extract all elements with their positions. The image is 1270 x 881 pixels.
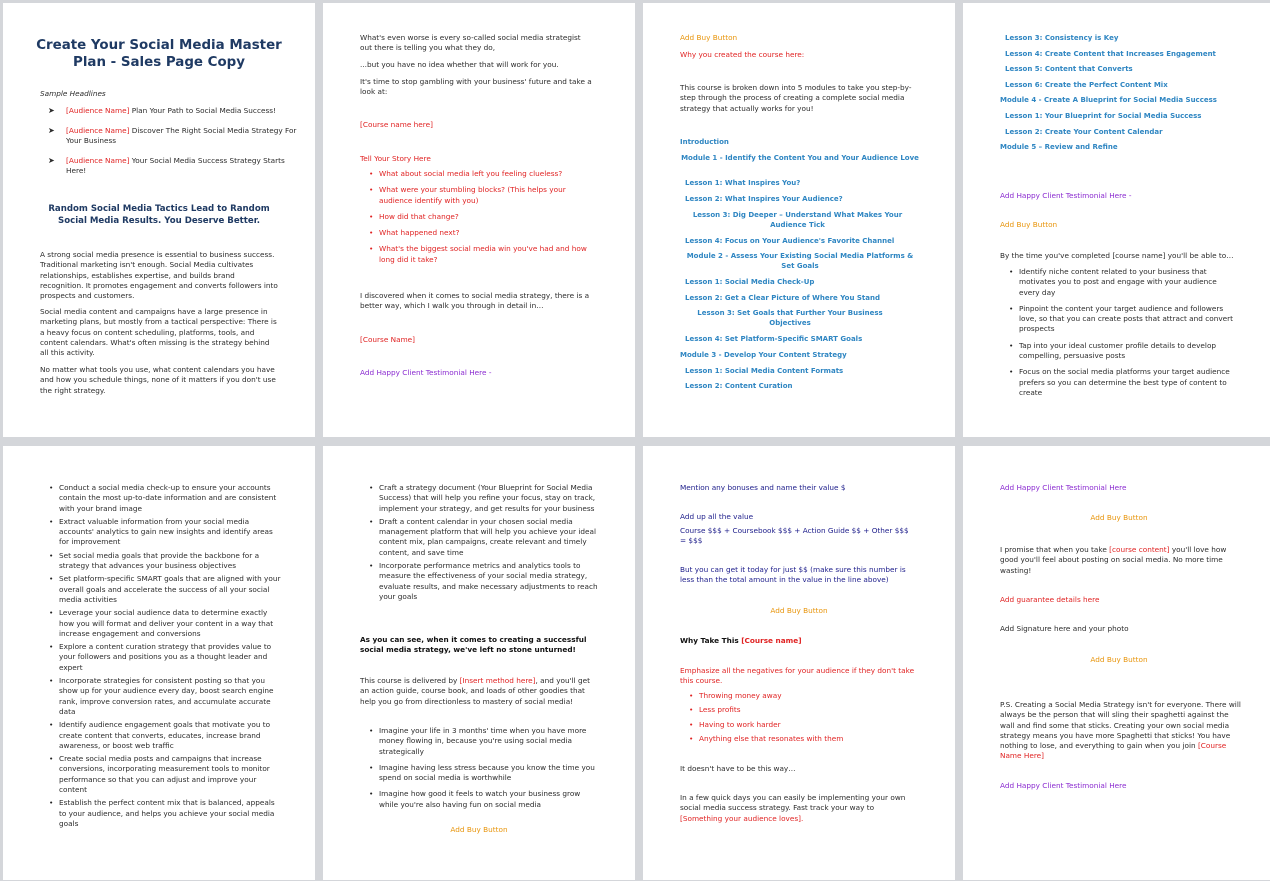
document-page-7 <box>643 446 955 880</box>
module-heading: Module 1 - Identify the Content You and Your Audience Love <box>681 154 919 162</box>
list-item: • Establish the perfect content mix that is balanced, appeals to your audience, and helps you achieve your social media goals <box>47 798 283 829</box>
list-item: • Draft a content calendar in your chosen social media management platform that will help you achieve your ideal content mix, plan campaigns, create relevant and timely content, and save time <box>367 517 601 558</box>
body-paragraph: ...but you have no idea whether that will work for you. <box>360 60 559 69</box>
sample-headlines-label: Sample Headlines <box>40 89 106 98</box>
buy-button-placeholder: Add Buy Button <box>770 606 828 615</box>
outcomes-list <box>367 483 601 602</box>
list-item: • Throwing money away <box>687 691 917 701</box>
course-name-placeholder: [Course Name] <box>360 335 416 344</box>
story-list <box>367 169 597 265</box>
testimonial-placeholder: Add Happy Client Testimonial Here <box>1000 781 1127 790</box>
buy-button-placeholder: Add Buy Button <box>680 33 738 42</box>
course-name-placeholder: [Course Name Here] <box>1000 741 1227 761</box>
list-item: • What about social media left you feeling clueless? <box>367 169 597 179</box>
buy-button-placeholder: Add Buy Button <box>1090 513 1148 522</box>
list-item: • Identify audience engagement goals that motivate you to create content that converts, educates, increase brand awareness, or boost web traffic <box>47 720 283 751</box>
value-sum: Course $$$ + Coursebook $$$ + Action Guide $$ + Other $$$ = $$$ <box>680 526 909 546</box>
list-item: • Pinpoint the content your target audience and followers love, so that you can create posts that attract and convert prospects <box>1007 304 1237 335</box>
lesson-item: Lesson 4: Create Content that Increases Engagement <box>1005 50 1216 58</box>
list-item: • How did that change? <box>367 212 597 222</box>
body-paragraph: This course is broken down into 5 modules to take you step-by-step through the process of creating a complete social media strategy that actually works for you! <box>680 83 912 113</box>
buy-button-placeholder: Add Buy Button <box>1090 655 1148 664</box>
body-paragraph: By the time you've completed [course name] you'll be able to… <box>1000 251 1234 260</box>
why-take-heading: Why Take This [Course name] <box>680 636 802 645</box>
body-paragraph: In a few quick days you can easily be implementing your own social media success strategy. Fast track your way to <box>680 793 906 813</box>
document-page-1 <box>3 3 315 437</box>
no-stone-unturned: As you can see, when it comes to creating a successful social media strategy, we've left no stone unturned! <box>360 635 587 655</box>
outcomes-list <box>1007 267 1237 398</box>
arrow-bullet-icon: ➤ <box>48 156 55 165</box>
list-item: • Create social media posts and campaigns that increase conversions, incorporating measurement tools to monitor performance so that you can adjust and improve your content <box>47 754 283 795</box>
body-paragraph: I promise that when you take [course content] you'll love how good you'll feel about posting on social media. No more time wasting! <box>1000 545 1227 575</box>
arrow-bullet-icon: ➤ <box>48 106 55 115</box>
document-page-4 <box>963 3 1270 437</box>
buy-button-placeholder: Add Buy Button <box>450 825 508 834</box>
negatives-note: Emphasize all the negatives for your audience if they don't take this course. <box>680 666 915 686</box>
course-content-placeholder: [course content] <box>1109 545 1170 554</box>
why-created-placeholder: Why you created the course here: <box>680 50 805 59</box>
lesson-item: Lesson 4: Focus on Your Audience's Favorite Channel <box>685 237 895 245</box>
list-item: • Imagine your life in 3 months' time when you have more money flowing in, because you're using social media strategically <box>367 726 599 757</box>
bonuses-note: Mention any bonuses and name their value $ <box>680 483 846 492</box>
lesson-item: Lesson 3: Dig Deeper – Understand What Makes Your Audience Tick <box>692 211 903 230</box>
negatives-list <box>687 691 917 744</box>
list-item: • Craft a strategy document (Your Blueprint for Social Media Success) that will help you refine your focus, stay on track, implement your strategy, and get results for your business <box>367 483 601 514</box>
imagine-list <box>367 726 599 810</box>
list-item: • Tap into your ideal customer profile details to develop compelling, persuasive posts <box>1007 341 1237 362</box>
signature-placeholder: Add Signature here and your photo <box>1000 624 1129 633</box>
lesson-item: Lesson 2: Content Curation <box>685 382 793 390</box>
lesson-item: Lesson 3: Set Goals that Further Your Business Objectives <box>697 309 883 328</box>
list-item: • Explore a content curation strategy that provides value to your followers and positions you as a thought leader and expert <box>47 642 283 673</box>
body-paragraph: Social media content and campaigns have a large presence in marketing plans, but mostly from a tactical perspective: There is a heavy focus on content scheduling, platforms, tools, and content calendars. What's often missing is the strategy behind all this activity. <box>40 307 277 358</box>
list-item: • Leverage your social audience data to determine exactly how you will format and deliver your content in a way that increase engagement and conversions <box>47 608 283 639</box>
module-heading: Introduction <box>680 138 729 146</box>
list-item: • Having to work harder <box>687 720 917 730</box>
testimonial-placeholder: Add Happy Client Testimonial Here - <box>360 368 492 377</box>
lesson-item: Lesson 2: Create Your Content Calendar <box>1005 128 1163 136</box>
lesson-item: Lesson 1: What Inspires You? <box>685 179 801 187</box>
lesson-item: Lesson 2: What Inspires Your Audience? <box>685 195 843 203</box>
module-heading: Module 3 - Develop Your Content Strategy <box>680 351 847 359</box>
document-page-5 <box>3 446 315 880</box>
ps-paragraph: P.S. Creating a Social Media Strategy isn't for everyone. There will always be the person that will sling their spaghetti against the wall and find some that sticks. Creating your own social media strategy means you have more Spaghetti that sticks! You have nothing to lose, and everything to gain when you join [Course Name Here] <box>1000 700 1241 761</box>
body-paragraph: I discovered when it comes to social media strategy, there is a better way, which I walk you through in detail in… <box>360 291 590 311</box>
list-item: • What happened next? <box>367 228 597 238</box>
buy-button-placeholder: Add Buy Button <box>1000 220 1058 229</box>
list-item: • Imagine having less stress because you know the time you spend on social media is worthwhile <box>367 763 599 784</box>
testimonial-placeholder: Add Happy Client Testimonial Here - <box>1000 191 1132 200</box>
lesson-item: Lesson 1: Your Blueprint for Social Media Success <box>1005 112 1202 120</box>
course-name-placeholder: [Course name here] <box>360 120 433 129</box>
page-title: Create Your Social Media Master Plan - Sales Page Copy <box>36 38 282 70</box>
story-heading: Tell Your Story Here <box>360 154 431 163</box>
price-note: But you can get it today for just $$ (make sure this number is less than the total amount in the value in the line above) <box>680 565 906 585</box>
list-item: • Set platform-specific SMART goals that are aligned with your overall goals and accelerate the success of all your social media activities <box>47 574 283 605</box>
lesson-item: Lesson 1: Social Media Check-Up <box>685 278 815 286</box>
subheadline: Random Social Media Tactics Lead to Random Social Media Results. You Deserve Better. <box>48 204 270 226</box>
list-item: • Focus on the social media platforms your target audience prefers so you can determine the best type of content to create <box>1007 367 1237 398</box>
list-item: • Identify niche content related to your business that motivates you to post and engage with your audience every day <box>1007 267 1237 298</box>
document-page-3 <box>643 3 955 437</box>
outcomes-list <box>47 483 283 829</box>
lesson-item: Lesson 4: Set Platform-Specific SMART Goals <box>685 335 863 343</box>
body-paragraph: A strong social media presence is essential to business success. Traditional marketing isn't enough. Social Media cultivates relationships, establishes expertise, and builds brand recognition. It promotes engagement and converts followers into prospects and customers. <box>40 250 278 301</box>
value-note: Add up all the value <box>680 512 754 521</box>
module-heading: Module 2 - Assess Your Existing Social Media Platforms & Set Goals <box>686 252 914 271</box>
document-page-6 <box>323 446 635 880</box>
audience-loves-placeholder: [Something your audience loves]. <box>680 814 804 823</box>
list-item: • Extract valuable information from your social media accounts' analytics to gain new insights and identify areas for improvement <box>47 517 283 548</box>
body-paragraph: What's even worse is every so-called social media strategist out there is telling you what they do, <box>360 33 581 53</box>
list-item: • Less profits <box>687 705 917 715</box>
body-paragraph: No matter what tools you use, what content calendars you have and how you schedule things, none of it matters if you don't use the right strategy. <box>40 365 276 395</box>
testimonial-placeholder: Add Happy Client Testimonial Here <box>1000 483 1127 492</box>
body-paragraph: This course is delivered by [Insert method here], and you'll get an action guide, course book, and loads of other goodies that help you go from directionless to mastery of social media! <box>360 676 590 706</box>
list-item: • What were your stumbling blocks? (This helps your audience identify with you) <box>367 185 597 206</box>
body-paragraph: It doesn't have to be this way… <box>680 764 796 773</box>
method-placeholder: [Insert method here] <box>459 676 536 685</box>
headline-item: ➤ [Audience Name] Plan Your Path to Social Media Success! <box>48 106 276 115</box>
list-item: • Incorporate performance metrics and analytics tools to measure the effectiveness of your social media strategy, evaluate results, and make necessary adjustments to reach your goals <box>367 561 601 602</box>
document-page-8 <box>963 446 1270 880</box>
list-item: • Set social media goals that provide the backbone for a strategy that advances your business objectives <box>47 551 283 572</box>
list-item: • Anything else that resonates with them <box>687 734 917 744</box>
guarantee-placeholder: Add guarantee details here <box>1000 595 1100 604</box>
module-heading: Module 4 - Create A Blueprint for Social Media Success <box>1000 96 1217 104</box>
headline-item: ➤ [Audience Name] Your Social Media Success Strategy Starts Here! <box>48 156 285 176</box>
list-item: • Incorporate strategies for consistent posting so that you show up for your audience every day, boost search engine rank, improve conversion rates, and accumulate accurate data <box>47 676 283 717</box>
lesson-item: Lesson 2: Get a Clear Picture of Where You Stand <box>685 294 880 302</box>
arrow-bullet-icon: ➤ <box>48 126 55 135</box>
body-paragraph: It's time to stop gambling with your business' future and take a look at: <box>360 77 592 97</box>
module-heading: Module 5 – Review and Refine <box>1000 143 1118 151</box>
list-item: • Imagine how good it feels to watch your business grow while you're also having fun on social media <box>367 789 599 810</box>
document-page-2 <box>323 3 635 437</box>
lesson-item: Lesson 3: Consistency is Key <box>1005 34 1119 42</box>
lesson-item: Lesson 5: Content that Converts <box>1005 65 1133 73</box>
list-item: • Conduct a social media check-up to ensure your accounts contain the most up-to-date information and are consistent with your brand image <box>47 483 283 514</box>
lesson-item: Lesson 6: Create the Perfect Content Mix <box>1005 81 1168 89</box>
lesson-item: Lesson 1: Social Media Content Formats <box>685 367 844 375</box>
headline-item: ➤ [Audience Name] Discover The Right Social Media Strategy For Your Business <box>48 126 297 146</box>
list-item: • What's the biggest social media win you've had and how long did it take? <box>367 244 597 265</box>
